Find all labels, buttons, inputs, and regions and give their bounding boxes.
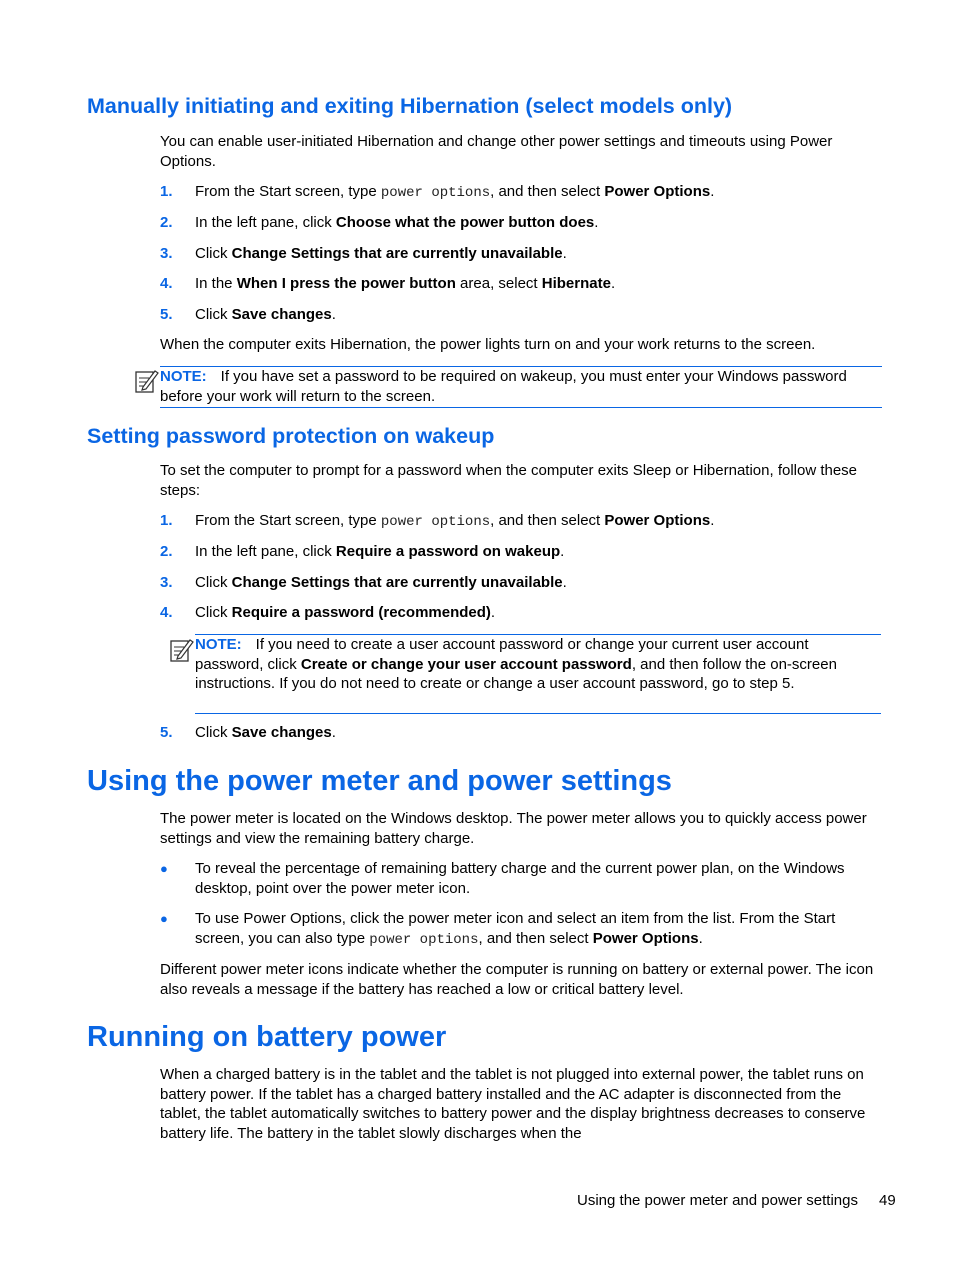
footer-title: Using the power meter and power settings <box>577 1192 858 1209</box>
note-label: NOTE: <box>195 636 242 653</box>
section-heading-power-meter: Using the power meter and power settings <box>87 765 672 797</box>
step-number: 4. <box>160 604 173 621</box>
note-box: NOTE: If you need to create a user account password or change your current user account password, click Create or change your user account password, and then follow the on-screen instructions. If you do not need to create or change a user account password, go to step 5. <box>195 634 881 714</box>
note-label: NOTE: <box>160 368 207 385</box>
bullet-icon: ● <box>160 861 168 876</box>
section-paragraph: When the computer exits Hibernation, the power lights turn on and your work returns to the screen. <box>160 336 816 353</box>
step-number: 1. <box>160 512 173 529</box>
code-snippet: power options <box>380 185 491 201</box>
section-intro: You can enable user-initiated Hibernation and change other power settings and timeouts using Power Options. <box>160 133 833 170</box>
step-number: 2. <box>160 543 173 560</box>
page-number: 49 <box>879 1192 896 1209</box>
section-heading-password: Setting password protection on wakeup <box>87 424 495 448</box>
section-paragraph: When a charged battery is in the tablet and the tablet is not plugged into external power, the tablet runs on battery power. If the tablet has a charged battery installed and the AC adapter is disconnected from the tablet, the tablet automatically switches to battery power and the display brightness decreases to conserve battery life. The battery in the tablet slowly discharges when the <box>160 1066 866 1142</box>
section-intro: To set the computer to prompt for a password when the computer exits Sleep or Hibernation, follow these steps: <box>160 462 858 499</box>
step-number: 3. <box>160 245 173 262</box>
step-number: 5. <box>160 306 173 323</box>
step-number: 1. <box>160 183 173 200</box>
code-snippet: power options <box>369 931 479 948</box>
step-number: 4. <box>160 275 173 292</box>
section-intro: The power meter is located on the Windows desktop. The power meter allows you to quickly access power settings and view the remaining battery charge. <box>160 810 867 847</box>
section-paragraph: Different power meter icons indicate whether the computer is running on battery or external power. The icon also reveals a message if the battery has reached a low or critical battery level. <box>160 961 874 998</box>
note-box <box>160 366 882 408</box>
note-pencil-icon <box>170 637 194 663</box>
step-number: 3. <box>160 574 173 591</box>
note-text: If you have set a password to be required on wakeup, you must enter your Windows password before your work will return to the screen. <box>160 368 847 405</box>
note-link-text: Create or change your user account password <box>300 655 632 673</box>
section-heading-battery: Running on battery power <box>87 1021 447 1053</box>
section-heading-hibernation: Manually initiating and exiting Hibernation (select models only) <box>87 94 733 118</box>
bullet-icon: ● <box>160 911 168 926</box>
step-number: 2. <box>160 214 173 231</box>
code-snippet: power options <box>380 514 491 530</box>
step-number: 5. <box>160 724 173 741</box>
note-pencil-icon <box>135 368 159 394</box>
